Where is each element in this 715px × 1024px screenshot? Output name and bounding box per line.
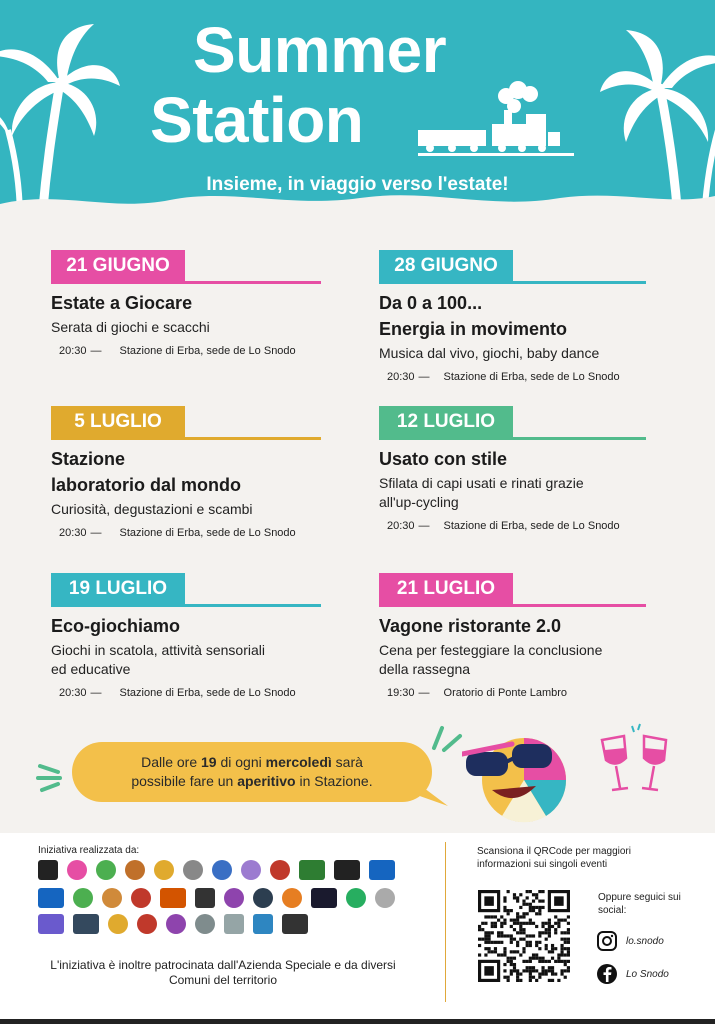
- logo-row: [38, 888, 404, 908]
- instagram-handle: lo.snodo: [626, 935, 664, 947]
- partner-logo: [160, 888, 186, 908]
- event-date-line: [379, 437, 646, 440]
- poster-subtitle: Insieme, in viaggio verso l'estate!: [206, 174, 509, 195]
- instagram-link[interactable]: [596, 930, 664, 952]
- social-heading: Oppure seguici sui social:: [598, 892, 681, 916]
- partner-logo: [375, 888, 395, 908]
- steam-train-icon: [418, 80, 578, 160]
- wine-glasses-toast-icon: [594, 722, 676, 806]
- partner-logo: [125, 860, 145, 880]
- partner-logo: [73, 914, 99, 934]
- event-time-place: 20:30 — Stazione di Erba, sede de Lo Snodo: [59, 345, 296, 357]
- event-title: Eco-giochiamo: [51, 616, 181, 636]
- event-date: 19 LUGLIO: [51, 573, 185, 605]
- event-date-tab: [379, 250, 659, 284]
- partner-logo: [166, 914, 186, 934]
- event-time-place: 20:30 — Stazione di Erba, sede de Lo Snodo: [59, 687, 296, 699]
- facebook-link[interactable]: [596, 963, 669, 985]
- aperitivo-text: Dalle ore 19 di ogni mercoledì sarà possibile fare un aperitivo in Stazione.: [131, 754, 373, 789]
- event-date: 12 LUGLIO: [379, 406, 513, 438]
- event-description: Sfilata di capi usati e rinati grazie all'up-cycling: [379, 475, 584, 510]
- event-date-tab: [51, 250, 331, 284]
- event-title: Usato con stile: [379, 449, 508, 469]
- event-date: 21 GIUGNO: [51, 250, 185, 282]
- header-banner: [0, 0, 715, 215]
- beach-ball-sunglasses-icon: [462, 730, 572, 826]
- event-date: 28 GIUGNO: [379, 250, 513, 282]
- event-date-line: [379, 604, 646, 607]
- event-date-tab: [51, 573, 331, 607]
- partner-logo: [195, 888, 215, 908]
- event-date: 5 LUGLIO: [51, 406, 185, 438]
- bottom-bar: [0, 1019, 715, 1024]
- partner-logo: [241, 860, 261, 880]
- event-card: [379, 573, 659, 700]
- partner-logo: [38, 888, 64, 908]
- partner-logo: [195, 914, 215, 934]
- event-description: Serata di giochi e scacchi: [51, 319, 210, 335]
- partner-logo: [282, 914, 308, 934]
- event-date-line: [51, 281, 321, 284]
- event-description: Giochi in scatola, attività sensoriali ed educative: [51, 642, 265, 677]
- event-title: Estate a Giocare: [51, 293, 193, 313]
- partner-logo: [334, 860, 360, 880]
- partner-logo: [67, 860, 87, 880]
- logo-row: [38, 860, 404, 880]
- partner-logo: [102, 888, 122, 908]
- event-card: [51, 250, 331, 358]
- instagram-icon: [596, 930, 618, 952]
- event-time-place: 20:30 — Stazione di Erba, sede de Lo Snodo: [59, 527, 296, 539]
- title-line-1: Summer: [193, 14, 447, 86]
- event-title: Vagone ristorante 2.0: [379, 616, 562, 636]
- event-time-place: 20:30 — Stazione di Erba, sede de Lo Snodo: [387, 371, 620, 383]
- event-description: Musica dal vivo, giochi, baby dance: [379, 345, 600, 361]
- footer-divider: [445, 842, 446, 1002]
- partner-logo: [96, 860, 116, 880]
- partner-logo: [299, 860, 325, 880]
- partner-logo: [224, 888, 244, 908]
- made-by-label: Iniziativa realizzata da:: [38, 845, 140, 856]
- partner-logo: [311, 888, 337, 908]
- patronage-text: L'iniziativa è inoltre patrocinata dall'Azienda Speciale e da diversi Comuni del territorio: [50, 958, 396, 987]
- partner-logo: [212, 860, 232, 880]
- event-time-place: 19:30 — Oratorio di Ponte Lambro: [387, 687, 568, 699]
- partner-logo: [38, 914, 64, 934]
- event-date-tab: [51, 406, 331, 440]
- event-title: Stazione laboratorio dal mondo: [51, 449, 242, 495]
- event-date-line: [379, 281, 646, 284]
- partner-logo: [270, 860, 290, 880]
- partner-logo: [131, 888, 151, 908]
- partner-logo: [253, 888, 273, 908]
- event-title: Da 0 a 100... Energia in movimento: [379, 293, 568, 339]
- qr-code[interactable]: [478, 890, 570, 982]
- partner-logo: [108, 914, 128, 934]
- partner-logo: [346, 888, 366, 908]
- event-card: [379, 250, 659, 384]
- event-card: [51, 573, 331, 700]
- sparkle-left-icon: [36, 756, 66, 796]
- partner-logo: [282, 888, 302, 908]
- facebook-icon: [596, 963, 618, 985]
- event-description: Curiosità, degustazioni e scambi: [51, 501, 253, 517]
- event-card: [51, 406, 331, 540]
- logo-row: [38, 914, 317, 934]
- qr-instructions: Scansiona il QRCode per maggiori informazioni sui singoli eventi: [477, 846, 631, 870]
- event-description: Cena per festeggiare la conclusione della rassegna: [379, 642, 603, 677]
- facebook-handle: Lo Snodo: [626, 968, 669, 980]
- event-card: [379, 406, 659, 533]
- partner-logo: [73, 888, 93, 908]
- partner-logo: [369, 860, 395, 880]
- partner-logo: [137, 914, 157, 934]
- event-date-line: [51, 437, 321, 440]
- partner-logo: [154, 860, 174, 880]
- header-wave: [0, 186, 715, 215]
- sparkle-right-icon: [428, 718, 464, 758]
- partner-logo: [183, 860, 203, 880]
- event-date-line: [51, 604, 321, 607]
- event-time-place: 20:30 — Stazione di Erba, sede de Lo Snodo: [387, 520, 620, 532]
- event-date: 21 LUGLIO: [379, 573, 513, 605]
- partner-logo: [224, 914, 244, 934]
- aperitivo-bubble: [72, 742, 432, 802]
- event-date-tab: [379, 406, 659, 440]
- title-line-2: Station: [150, 84, 364, 156]
- partner-logo: [38, 860, 58, 880]
- event-date-tab: [379, 573, 659, 607]
- partner-logo: [253, 914, 273, 934]
